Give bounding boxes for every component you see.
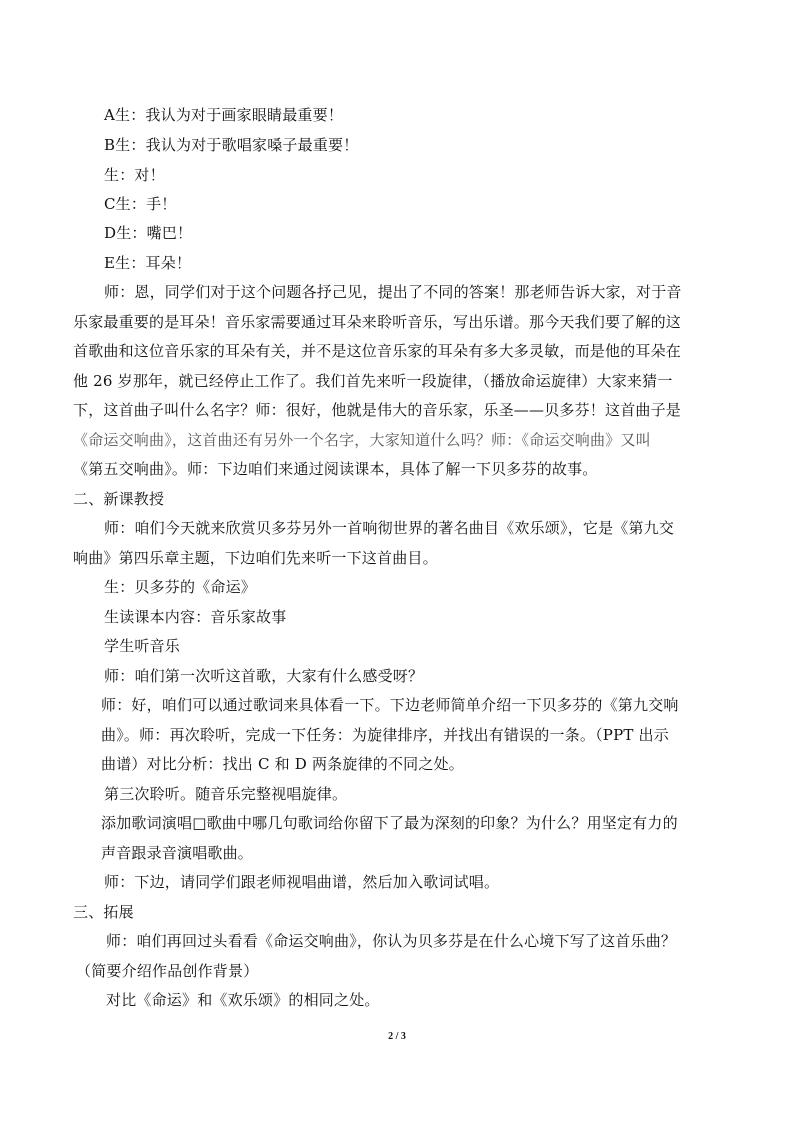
text-line: 生读课本内容：音乐家故事 [104,608,287,626]
text-line: B生：我认为对于歌唱家嗓子最重要！ [104,136,359,154]
text-line: 师：咱们再回过头看看《命运交响曲》，你认为贝多芬是在什么心境下写了这首乐曲？ [106,932,677,950]
text-line: A生：我认为对于画家眼睛最重要！ [104,106,344,124]
text-line: 学生听音乐 [104,637,181,655]
text-line: 他 26 岁那年，就已经停止工作了。我们首先来听一段旋律，（播放命运旋律）大家来猜一 [73,372,673,390]
text-line: 师：下边，请同学们跟老师视唱曲谱，然后加入歌词试唱。 [104,873,500,891]
text-line: 生：贝多芬的《命运》 [104,578,257,596]
text-line: 乐家最重要的是耳朵！音乐家需要通过耳朵来聆听音乐，写出乐谱。那今天我们要了解的这 [73,313,682,331]
text-line: 《命运交响曲》，这首曲还有另外一个名字，大家知道什么吗？师：《命运交响曲》又叫 [73,431,651,449]
text-line: D生：嘴巴！ [104,224,193,242]
section-heading: 三、拓展 [73,903,134,921]
text-line: 曲谱）对比分析：找出 C 和 D 两条旋律的不同之处。 [101,755,464,773]
text-line: 师：咱们第一次听这首歌，大家有什么感受呀？ [104,667,424,685]
text-line: 第三次聆听。随音乐完整视唱旋律。 [104,785,348,803]
text-line: C生：手！ [104,195,177,213]
text-line: 响曲》第四乐章主题，下边咱们先来听一下这首曲目。 [73,549,438,567]
text-line: 首歌曲和这位音乐家的耳朵有关，并不是这位音乐家的耳朵有多大多灵敏，而是他的耳朵在 [73,342,682,360]
text-line: 生：对！ [104,166,165,184]
text-line: E生：耳朵！ [104,254,192,272]
text-line: 师：咱们今天就来欣赏贝多芬另外一首响彻世界的著名曲目《欢乐颂》，它是《第九交 [104,519,675,537]
page-number: 2 / 3 [388,1031,406,1042]
text-line: 下，这首曲子叫什么名字？师：很好，他就是伟大的音乐家，乐圣——贝多芬！这首曲子是 [73,401,682,419]
text-line: 曲》。师：再次聆听，完成一下任务：为旋律排序，并找出有错误的一条。（PPT 出示 [101,726,669,744]
text-line: 对比《命运》和《欢乐颂》的相同之处。 [106,991,380,1009]
text-line: （简要介绍作品创作背景） [76,962,259,980]
text-line: 添加歌词演唱□歌曲中哪几句歌词给你留下了最为深刻的印象？为什么？用坚定有力的 [101,814,678,832]
text-line: 《第五交响曲》。师：下边咱们来通过阅读课本，具体了解一下贝多芬的故事。 [73,460,598,478]
section-heading: 二、新课教授 [73,490,165,508]
text-line: 师：好，咱们可以通过歌词来具体看一下。下边老师简单介绍一下贝多芬的《第九交响 [101,696,679,714]
text-line: 声音跟录音演唱歌曲。 [101,844,254,862]
text-line: 师：恩，同学们对于这个问题各抒己见，提出了不同的答案！那老师告诉大家，对于音 [104,283,682,301]
